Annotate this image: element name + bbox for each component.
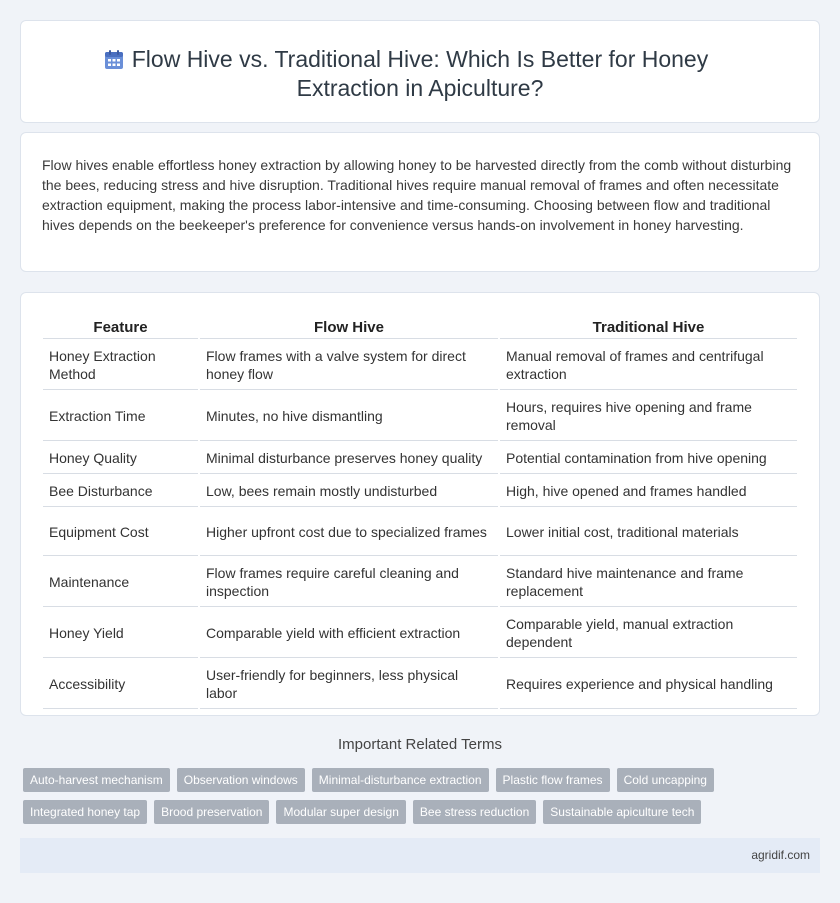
column-header-flow-hive: Flow Hive <box>200 315 498 339</box>
flow-hive-cell: Minutes, no hive dismantling <box>200 392 498 441</box>
feature-cell: Accessibility <box>43 660 198 709</box>
related-terms-heading: Important Related Terms <box>338 736 502 753</box>
flow-hive-cell: Comparable yield with efficient extraction <box>200 609 498 658</box>
table-row <box>43 476 797 507</box>
tag-bee-stress-reduction[interactable]: Bee stress reduction <box>413 800 536 824</box>
table-row <box>43 392 797 441</box>
tag-cold-uncapping[interactable]: Cold uncapping <box>617 768 714 792</box>
traditional-hive-cell: Comparable yield, manual extraction dependent <box>500 609 797 658</box>
table-row <box>43 341 797 390</box>
traditional-hive-cell: High, hive opened and frames handled <box>500 476 797 507</box>
tag-plastic-flow-frames[interactable]: Plastic flow frames <box>496 768 610 792</box>
footer <box>20 838 820 873</box>
comparison-card <box>20 292 820 716</box>
feature-cell: Honey Quality <box>43 443 198 474</box>
traditional-hive-cell: Manual removal of frames and centrifugal extraction <box>500 341 797 390</box>
table-row <box>43 609 797 658</box>
calendar-icon <box>103 49 125 71</box>
intro-paragraph: Flow hives enable effortless honey extraction by allowing honey to be harvested directly from the comb without disturbing the bees, reducing stress and hive disruption. Traditional hives require manual removal of frames and often necessitate extraction equipment, making the process labor-intensive and time-consuming. Choosing between flow and traditional hives depends on the beekeeper's preference for convenience versus hands-on involvement in honey harvesting. <box>42 157 792 233</box>
tag-row <box>23 800 813 824</box>
comparison-table <box>41 313 799 711</box>
table-row <box>43 509 797 556</box>
traditional-hive-cell: Requires experience and physical handling <box>500 660 797 709</box>
tag-brood-preservation[interactable]: Brood preservation <box>154 800 269 824</box>
traditional-hive-cell: Standard hive maintenance and frame replacement <box>500 558 797 607</box>
tag-sustainable-apiculture-tech[interactable]: Sustainable apiculture tech <box>543 800 701 824</box>
tag-minimal-disturbance-extraction[interactable]: Minimal-disturbance extraction <box>312 768 489 792</box>
feature-cell: Extraction Time <box>43 392 198 441</box>
column-header-traditional-hive: Traditional Hive <box>500 315 797 339</box>
page-title: Flow Hive vs. Traditional Hive: Which Is Better for Honey Extraction in Apiculture? <box>131 46 709 101</box>
flow-hive-cell: Higher upfront cost due to specialized frames <box>200 509 498 556</box>
feature-cell: Maintenance <box>43 558 198 607</box>
intro-card <box>20 132 820 272</box>
feature-cell: Honey Yield <box>43 609 198 658</box>
flow-hive-cell: Minimal disturbance preserves honey quality <box>200 443 498 474</box>
flow-hive-cell: Flow frames require careful cleaning and inspection <box>200 558 498 607</box>
tag-integrated-honey-tap[interactable]: Integrated honey tap <box>23 800 147 824</box>
tag-auto-harvest-mechanism[interactable]: Auto-harvest mechanism <box>23 768 170 792</box>
flow-hive-cell: User-friendly for beginners, less physical labor <box>200 660 498 709</box>
table-header-row <box>43 315 797 339</box>
flow-hive-cell: Low, bees remain mostly undisturbed <box>200 476 498 507</box>
table-row <box>43 443 797 474</box>
feature-cell: Equipment Cost <box>43 509 198 556</box>
table-row <box>43 558 797 607</box>
column-header-feature: Feature <box>43 315 198 339</box>
traditional-hive-cell: Hours, requires hive opening and frame removal <box>500 392 797 441</box>
tag-observation-windows[interactable]: Observation windows <box>177 768 305 792</box>
footer-site-link[interactable]: agridif.com <box>751 848 810 862</box>
header-card <box>20 20 820 123</box>
feature-cell: Bee Disturbance <box>43 476 198 507</box>
table-row <box>43 660 797 709</box>
flow-hive-cell: Flow frames with a valve system for direct honey flow <box>200 341 498 390</box>
traditional-hive-cell: Potential contamination from hive opening <box>500 443 797 474</box>
feature-cell: Honey Extraction Method <box>43 341 198 390</box>
related-terms-list <box>23 768 813 832</box>
tag-modular-super-design[interactable]: Modular super design <box>276 800 405 824</box>
title-row <box>21 45 819 103</box>
traditional-hive-cell: Lower initial cost, traditional materials <box>500 509 797 556</box>
tag-row <box>23 768 813 792</box>
